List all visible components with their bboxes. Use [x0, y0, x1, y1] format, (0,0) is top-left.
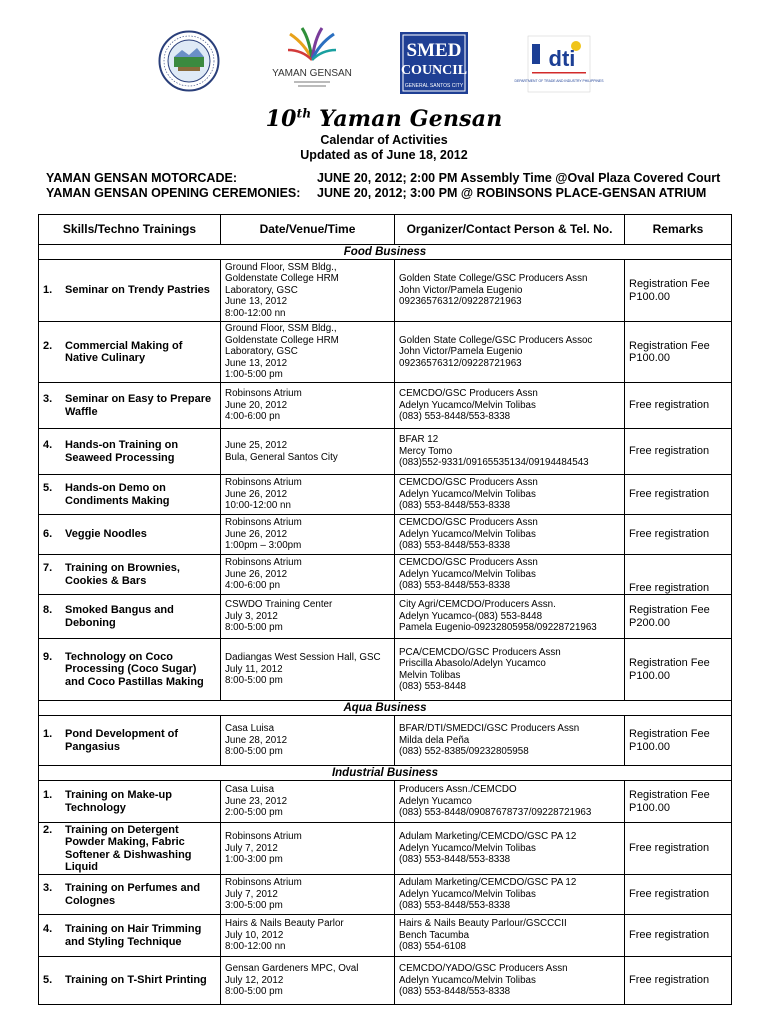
row-number: 9.: [43, 650, 53, 663]
table-header-row: [39, 215, 732, 245]
header-date: Date/Venue/Time: [221, 215, 395, 245]
remarks-cell: Free registration: [625, 383, 732, 429]
skill-title: Hands-on Demo on Condiments Making: [65, 482, 170, 507]
row-number: 8.: [43, 604, 53, 616]
dti-text: dti: [548, 46, 576, 71]
organizer-cell: CEMCDO/GSC Producers Assn Adelyn Yucamco/Melvin Tolibas (083) 553-8448/553-8338: [395, 475, 625, 515]
skill-cell: [39, 823, 221, 875]
smed-text: SMED: [406, 40, 462, 61]
skill-cell: [39, 639, 221, 701]
title-superscript: th: [296, 106, 312, 121]
updated-date: Updated as of June 18, 2012: [300, 148, 468, 162]
date-venue-cell: Casa Luisa June 28, 2012 8:00-5:00 pm: [221, 716, 395, 766]
organizer-cell: Adulam Marketing/CEMCDO/GSC PA 12 Adelyn Yucamco/Melvin Tolibas (083) 553-8448/553-8338: [395, 875, 625, 915]
remarks-cell: Registration Fee P100.00: [625, 639, 732, 701]
skill-title: Training on Make-up Technology: [65, 789, 172, 814]
remarks-cell: Registration Fee P100.00: [625, 322, 732, 383]
row-number: 2.: [43, 823, 53, 836]
table-body: [39, 245, 732, 1005]
date-venue-cell: Hairs & Nails Beauty Parlor July 10, 2012 8:00-12:00 nn: [221, 915, 395, 957]
event-label: YAMAN GENSAN MOTORCADE:: [46, 171, 237, 185]
header-organizer: Organizer/Contact Person & Tel. No.: [395, 215, 625, 245]
remarks-cell: Free registration: [625, 515, 732, 555]
skill-cell: [39, 555, 221, 595]
skill-cell: [39, 875, 221, 915]
dti-sub-text: DEPARTMENT OF TRADE AND INDUSTRY PHILIPPINES: [514, 79, 604, 83]
row-number: 4.: [43, 923, 53, 935]
skill-title: Smoked Bangus and Deboning: [65, 604, 174, 629]
event-value: JUNE 20, 2012; 2:00 PM Assembly Time @Oval Plaza Covered Court: [317, 171, 721, 185]
skill-title: Pond Development of Pangasius: [65, 728, 179, 753]
remarks-cell: Registration Fee P100.00: [625, 781, 732, 823]
skill-cell: [39, 429, 221, 475]
skill-title: Hands-on Training on Seaweed Processing: [65, 439, 179, 464]
table-row: [39, 716, 732, 766]
skill-title: Technology on Coco Processing (Coco Sugar) and Coco Pastillas Making: [65, 650, 204, 688]
skill-title: Training on T-Shirt Printing: [65, 974, 207, 987]
row-number: 4.: [43, 439, 53, 451]
remarks-cell: Free registration: [625, 429, 732, 475]
subtitle: Calendar of Activities: [320, 133, 448, 147]
header-skills: Skills/Techno Trainings: [39, 215, 221, 245]
skill-title: Training on Hair Trimming and Styling Technique: [65, 923, 202, 948]
row-number: 3.: [43, 882, 53, 894]
date-venue-cell: Robinsons Atrium June 26, 2012 4:00-6:00 pn: [221, 555, 395, 595]
skill-cell: [39, 595, 221, 639]
header-remarks: Remarks: [625, 215, 732, 245]
row-number: 7.: [43, 562, 53, 574]
smed-council-logo: [400, 32, 468, 94]
smed-sub-text: GENERAL SANTOS CITY: [404, 83, 464, 89]
table-row: [39, 781, 732, 823]
skill-cell: [39, 383, 221, 429]
date-venue-cell: Robinsons Atrium July 7, 2012 1:00-3:00 pm: [221, 823, 395, 875]
organizer-cell: PCA/CEMCDO/GSC Producers Assn Priscilla Abasolo/Adelyn Yucamco Melvin Tolibas (083) 553-8448: [395, 639, 625, 701]
event-value: JUNE 20, 2012; 3:00 PM @ ROBINSONS PLACE-GENSAN ATRIUM: [317, 186, 707, 200]
skill-cell: [39, 915, 221, 957]
remarks-cell: Free registration: [625, 915, 732, 957]
date-venue-cell: Gensan Gardeners MPC, Oval July 12, 2012 8:00-5:00 pm: [221, 957, 395, 1005]
remarks-cell: Registration Fee P100.00: [625, 260, 732, 322]
remarks-cell: Free registration: [625, 875, 732, 915]
table-row: [39, 915, 732, 957]
organizer-cell: BFAR 12 Mercy Tomo (083)552-9331/09165535134/09194484543: [395, 429, 625, 475]
table-row: [39, 823, 732, 875]
skill-cell: [39, 716, 221, 766]
city-seal-logo: [158, 30, 220, 92]
table-row: [39, 383, 732, 429]
remarks-cell: Free registration: [625, 555, 732, 595]
skill-title: Training on Brownies, Cookies & Bars: [65, 562, 180, 587]
remarks-cell: Free registration: [625, 957, 732, 1005]
table-row: [39, 260, 732, 322]
page-title: [0, 106, 768, 132]
skill-cell: [39, 260, 221, 322]
skill-title: Seminar on Trendy Pastries: [65, 284, 210, 297]
organizer-cell: City Agri/CEMCDO/Producers Assn. Adelyn Yucamco-(083) 553-8448 Pamela Eugenio-09232805958/09228721963: [395, 595, 625, 639]
row-number: 6.: [43, 528, 53, 541]
row-number: 5.: [43, 974, 53, 987]
table-row: [39, 555, 732, 595]
date-venue-cell: June 25, 2012 Bula, General Santos City: [221, 429, 395, 475]
table-row: [39, 475, 732, 515]
skill-title: Seminar on Easy to Prepare Waffle: [65, 393, 212, 418]
activities-table: [38, 214, 732, 1005]
remarks-cell: Registration Fee P100.00: [625, 716, 732, 766]
row-number: 1.: [43, 789, 53, 801]
title-number: 10: [265, 106, 297, 132]
organizer-cell: CEMCDO/GSC Producers Assn Adelyn Yucamco/Melvin Tolibas (083) 553-8448/553-8338: [395, 383, 625, 429]
skill-title: Training on Perfumes and Colognes: [65, 882, 201, 907]
date-venue-cell: Ground Floor, SSM Bldg., Goldenstate College HRM Laboratory, GSC June 13, 2012 8:00-12:00 nn: [221, 260, 395, 322]
skill-cell: [39, 781, 221, 823]
section-row-industrial: [39, 766, 732, 781]
date-venue-cell: Casa Luisa June 23, 2012 2:00-5:00 pm: [221, 781, 395, 823]
skill-title: Veggie Noodles: [65, 528, 147, 541]
skill-cell: [39, 322, 221, 383]
table-row: [39, 957, 732, 1005]
table-row: [39, 322, 732, 383]
skill-cell: [39, 957, 221, 1005]
organizer-cell: Producers Assn./CEMCDO Adelyn Yucamco (083) 553-8448/09087678737/09228721963: [395, 781, 625, 823]
date-venue-cell: CSWDO Training Center July 3, 2012 8:00-5:00 pm: [221, 595, 395, 639]
skill-title: Commercial Making of Native Culinary: [65, 339, 183, 364]
dti-logo: [514, 36, 604, 92]
date-venue-cell: Robinsons Atrium June 26, 2012 10:00-12:00 nn: [221, 475, 395, 515]
row-number: 3.: [43, 393, 53, 405]
table-row: [39, 875, 732, 915]
section-title: Food Business: [39, 245, 732, 260]
table-row: [39, 639, 732, 701]
yaman-logo-text: YAMAN GENSAN: [272, 68, 352, 79]
date-venue-cell: Robinsons Atrium June 26, 2012 1:00pm – 3:00pm: [221, 515, 395, 555]
date-venue-cell: Robinsons Atrium July 7, 2012 3:00-5:00 pm: [221, 875, 395, 915]
date-venue-cell: Robinsons Atrium June 20, 2012 4:00-6:00 pn: [221, 383, 395, 429]
organizer-cell: CEMCDO/GSC Producers Assn Adelyn Yucamco/Melvin Tolibas (083) 553-8448/553-8338: [395, 515, 625, 555]
section-row-food: [39, 245, 732, 260]
skill-title: Training on Detergent Powder Making, Fabric Softener & Dishwashing Liquid: [65, 823, 192, 873]
remarks-cell: Free registration: [625, 475, 732, 515]
date-venue-cell: Dadiangas West Session Hall, GSC July 11, 2012 8:00-5:00 pm: [221, 639, 395, 701]
organizer-cell: BFAR/DTI/SMEDCI/GSC Producers Assn Milda dela Peña (083) 552-8385/09232805958: [395, 716, 625, 766]
row-number: 5.: [43, 482, 53, 494]
skill-cell: [39, 515, 221, 555]
section-row-aqua: [39, 701, 732, 716]
organizer-cell: Adulam Marketing/CEMCDO/GSC PA 12 Adelyn Yucamco/Melvin Tolibas (083) 553-8448/553-8338: [395, 823, 625, 875]
title-main: Yaman Gensan: [311, 106, 503, 132]
organizer-cell: Hairs & Nails Beauty Parlour/GSCCCII Bench Tacumba (083) 554-6108: [395, 915, 625, 957]
section-title: Industrial Business: [39, 766, 732, 781]
organizer-cell: CEMCDO/YADO/GSC Producers Assn Adelyn Yucamco/Melvin Tolibas (083) 553-8448/553-8338: [395, 957, 625, 1005]
organizer-cell: Golden State College/GSC Producers Assoc John Victor/Pamela Eugenio 09236576312/09228721963: [395, 322, 625, 383]
remarks-cell: Free registration: [625, 823, 732, 875]
row-number: 1.: [43, 728, 53, 740]
skill-cell: [39, 475, 221, 515]
yaman-gensan-logo: [266, 26, 358, 98]
remarks-cell: Registration Fee P200.00: [625, 595, 732, 639]
row-number: 1.: [43, 284, 53, 297]
event-label: YAMAN GENSAN OPENING CEREMONIES:: [46, 186, 301, 200]
section-title: Aqua Business: [39, 701, 732, 716]
logo-bar: [0, 26, 768, 98]
council-text: COUNCIL: [400, 63, 468, 78]
table-row: [39, 429, 732, 475]
organizer-cell: Golden State College/GSC Producers Assn John Victor/Pamela Eugenio 09236576312/09228721963: [395, 260, 625, 322]
table-row: [39, 515, 732, 555]
date-venue-cell: Ground Floor, SSM Bldg., Goldenstate College HRM Laboratory, GSC June 13, 2012 1:00-5:00 pm: [221, 322, 395, 383]
organizer-cell: CEMCDO/GSC Producers Assn Adelyn Yucamco/Melvin Tolibas (083) 553-8448/553-8338: [395, 555, 625, 595]
table-row: [39, 595, 732, 639]
row-number: 2.: [43, 339, 53, 352]
